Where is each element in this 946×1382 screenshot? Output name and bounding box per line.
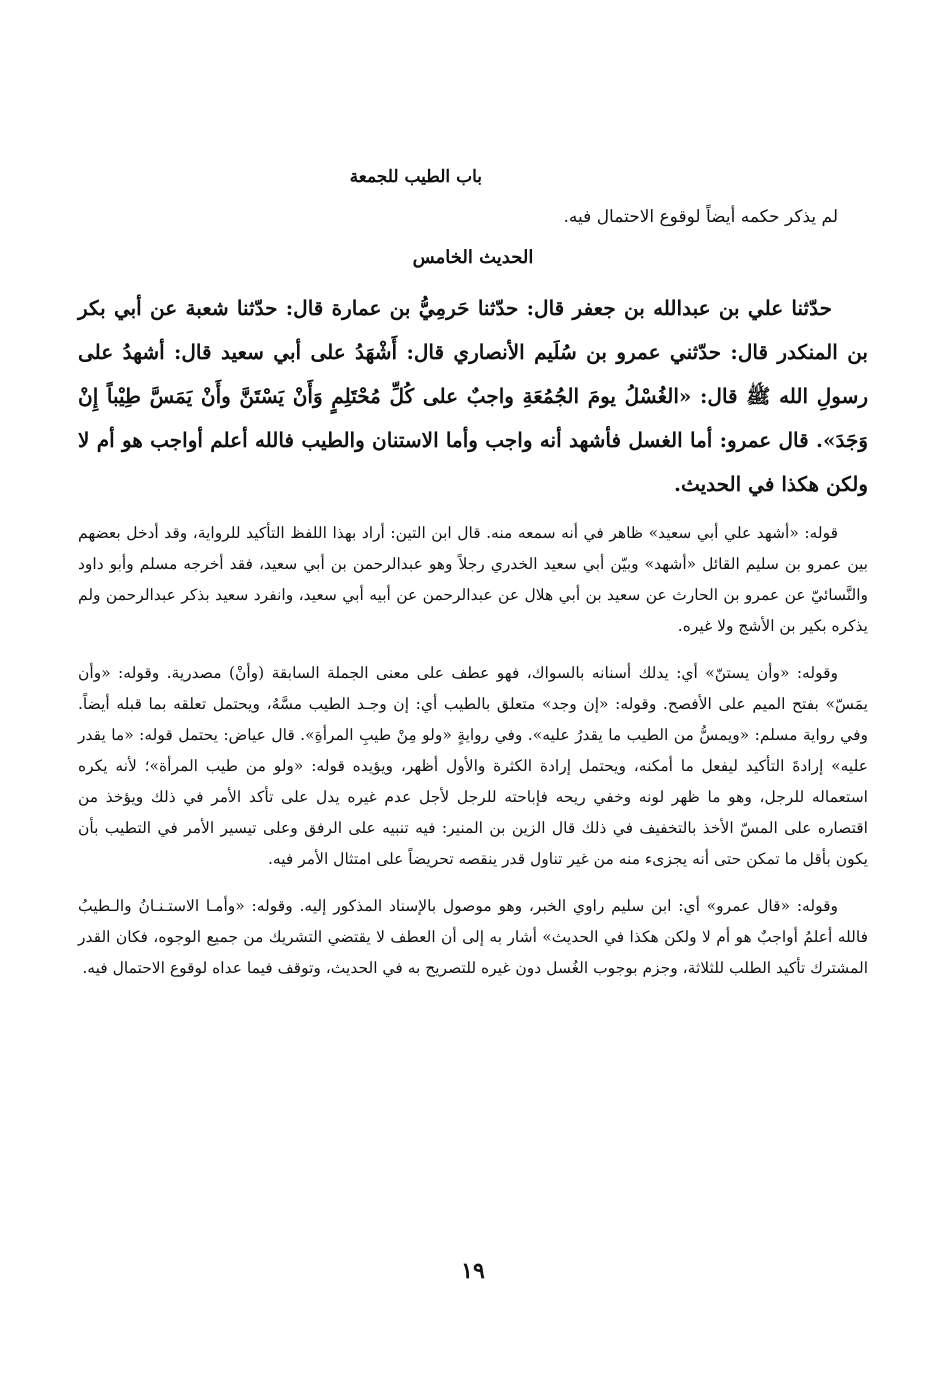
commentary-paragraph-1: قوله: «أشهد علي أبي سعيد» ظاهر في أنه سمعه منه. قال ابن التين: أراد بهذا اللفظ التأكيد للرواية، وقد أدخل بعضهم بين عمرو بن سليم القائل «أشهد» وبيّن أبي سعيد الخدري رجلاً وهو عبدالرحمن بن أبي سعيد، فقد أخرجه مسلم وأبو داود والنَّسائيّ عن عمرو بن الحارث عن سعيد بن أبي هلال عن عبدالرحمن عن أبيه أبي سعيد، وانفرد سعيد بذكر عبدالرحمن ولم يذكره بكير بن الأشج ولا غيره. xyxy=(78,524,868,635)
page-body xyxy=(78,160,868,1000)
commentary-paragraph-2: وقوله: «وأن يستنّ» أي: يدلك أسنانه بالسواك، فهو عطف على معنى الجملة السابقة (وأنْ) مصدرية. وقوله: «وأن يمَسّ» بفتح الميم على الأفصح. وقوله: «إن وجد» متعلق بالطيب أي: إن وجـد الطيب مسَّهُ، ويحتمل تعلقه بما قبله أيضاً. وفي رواية مسلم: «ويمسُّ من الطيب ما يقدرُ عليه». وفي روايةٍ «ولو مِنْ طيبِ المرأةِ». قال عياض: يحتمل قوله: «ما يقدر عليه» إرادةَ التأكيد ليفعل ما أمكنه، ويحتمل إرادة الكثرة والأول أظهر، ويؤيده قوله: «ولو من طيب المرأة»؛ لأنه يكره استعماله للرجل، وهو ما ظهر لونه وخفي ريحه فإباحته للرجل لأجل عدم غيره يدل على تأكد الأمر في ذلك ويؤخذ من اقتصاره على المسّ الأخذ بالتخفيف في ذلك قال الزين بن المنير: فيه تنبيه على الرفق وعلى تيسير الأمر في التطيب بأن يكون بأقل ما تمكن حتى أنه يجزىء منه من غير تناول قدر ينقصه تحريضاً على امتثال الأمر فيه. xyxy=(78,664,868,868)
hadith-text: حدّثنا علي بن عبدالله بن جعفر قال: حدّثنا حَرمِيُّ بن عمارة قال: حدّثنا شعبة عن أبي بكر بن المنكدر قال: حدّثني عمرو بن سُلَيم الأنصاري قال: أَشْهَدُ على أبي سعيد قال: أشهدُ على رسولِ الله ﷺ قال: «الغُسْلُ يومَ الجُمُعَةِ واجبٌ على كُلِّ مُحْتَلِمٍ وَأَنْ يَسْتَنَّ وأَنْ يَمَسَّ طِيْباً إِنْ وَجَدَ». قال عمرو: أما الغسل فأشهد أنه واجب وأما الاستنان والطيب فالله أعلم أواجب هو أم لا ولكن هكذا في الحديث. xyxy=(78,296,868,496)
commentary-paragraph-3: وقوله: «قال عمرو» أي: ابن سليم راوي الخبر، وهو موصول بالإسناد المذكور إليه. وقوله: «وأمـا الاستـنـانُ والـطيبُ فالله أعلمُ أواجبٌ هو أم لا ولكن هكذا في الحديث» أشار به إلى أن العطف لا يقتضي التشريك من جميع الوجوه، فكان القدر المشترك تأكيد الطلب للثلاثة، وجزم بوجوب الغُسل دون غيره للتصريح به في الحديث، وتوقف فيما عداه لوقوع الاحتمال فيه. xyxy=(78,897,868,977)
page-number: ١٩ xyxy=(461,1258,485,1284)
hadith-title: الحديث الخامس xyxy=(412,247,534,268)
intro-line: لم يذكر حكمه أيضاً لوقوع الاحتمال فيه. xyxy=(563,207,838,227)
chapter-title: باب الطيب للجمعة xyxy=(349,167,482,187)
